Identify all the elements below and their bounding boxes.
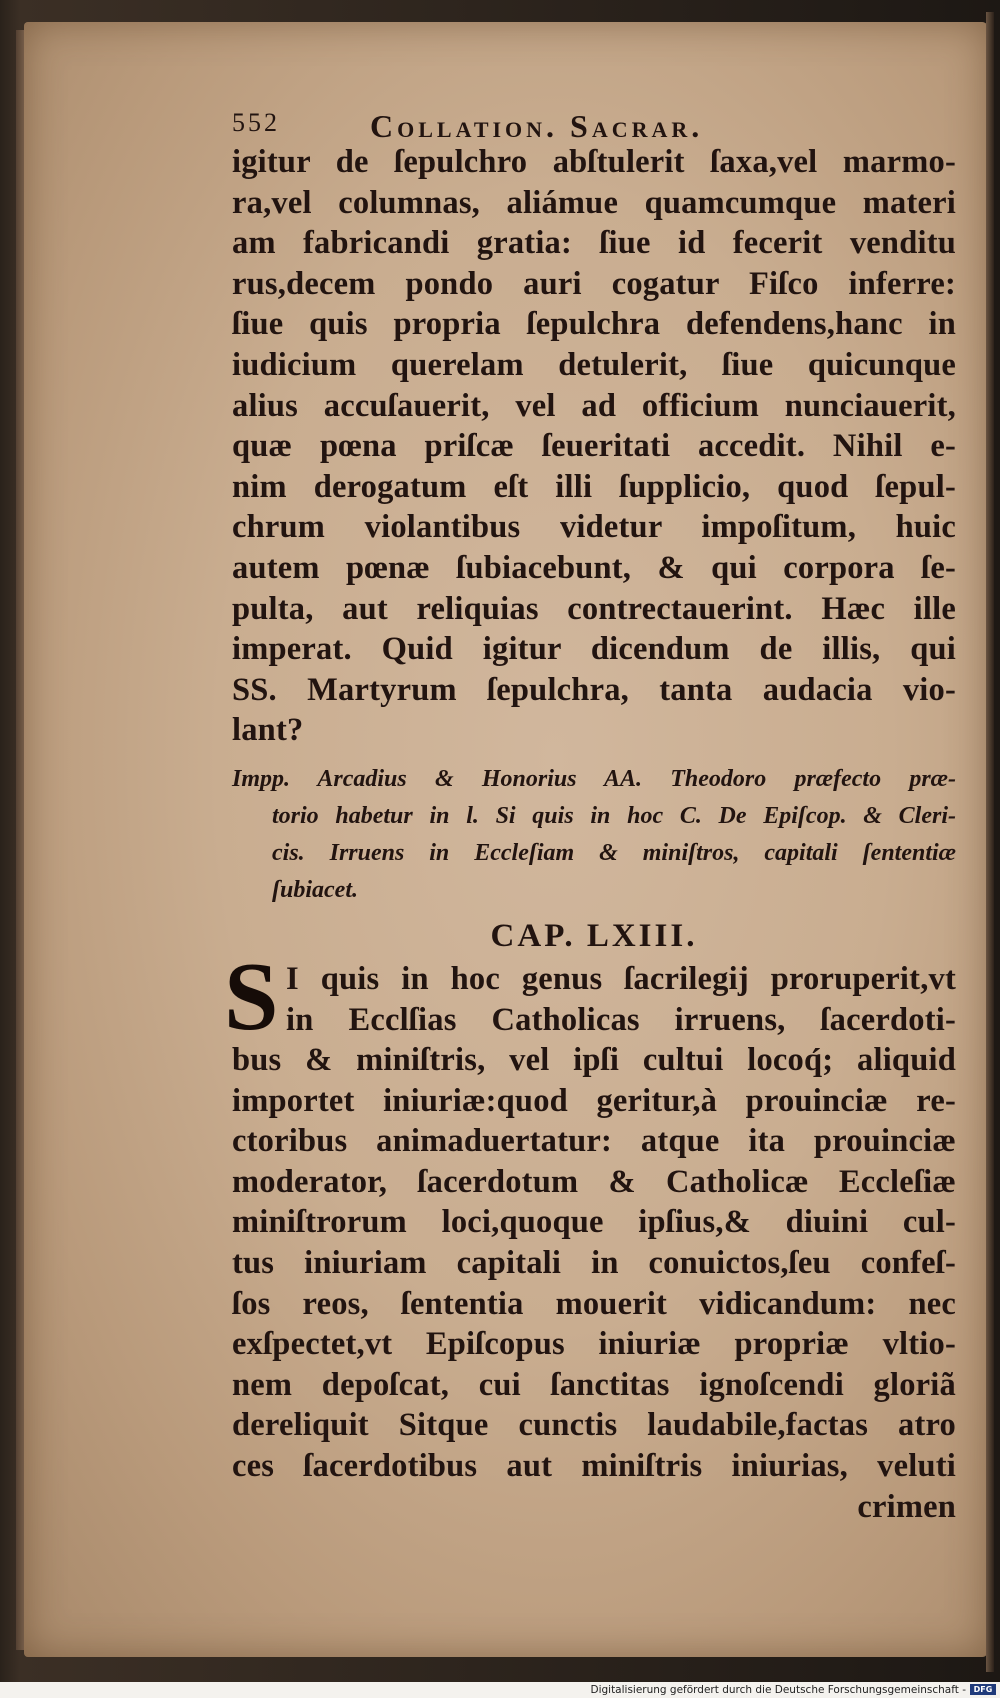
chapter-heading: CAP. LXIII. (490, 917, 698, 954)
chapter-line: in Ecclſias Catholicas irruens, ſacerdoti- (286, 1001, 956, 1038)
running-title: Collation. Sacrar. (370, 108, 704, 144)
body-line: chrum violantibus videtur impoſitum, huic (232, 509, 956, 546)
catchword: crimen (857, 1488, 956, 1525)
body-line: am fabricandi gratia: ſiue id fecerit venditu (232, 225, 956, 262)
chapter-line: ſos reos, ſententia mouerit vidicandum: nec (232, 1285, 956, 1322)
chapter-text (224, 942, 956, 1527)
body-line: quæ pœna priſcæ ſeueritati accedit. Nihil e- (232, 428, 956, 465)
footer-bar (0, 1682, 1000, 1698)
page-header (232, 108, 956, 142)
note-line: torio habetur in l. Si quis in hoc C. De Epiſcop. & Cleri- (272, 802, 956, 829)
note-line: ſubiacet. (272, 876, 358, 903)
drop-cap: S (224, 942, 279, 1051)
chapter-line: nem depoſcat, cui ſanctitas ignoſcendi gloriã (232, 1366, 956, 1403)
body-line: autem pœnæ ſubiacebunt, & qui corpora ſe- (232, 549, 956, 586)
dfg-logo: DFG (970, 1684, 996, 1695)
body-line: iudicium querelam detulerit, ſiue quicunque (232, 346, 956, 383)
chapter-line: moderator, ſacerdotum & Catholicæ Eccleſiæ (232, 1163, 956, 1200)
body-line: SS. Martyrum ſepulchra, tanta audacia vio- (232, 671, 956, 708)
chapter-line: miniſtrorum loci,quoque ipſius,& diuini cul- (232, 1204, 956, 1241)
chapter-line: I quis in hoc genus ſacrilegij proruperit,vt (286, 960, 956, 997)
chapter-line: dereliquit Sitque cunctis laudabile,factas atro (232, 1407, 956, 1444)
body-line: ra,vel columnas, aliámue quamcumque materi (232, 184, 956, 221)
page-number: 552 (232, 108, 280, 137)
page-edge-right (986, 12, 994, 1672)
chapter-line: bus & miniſtris, vel ipſi cultui locoq́; aliquid (232, 1042, 956, 1079)
chapter-line: importet iniuriæ:quod geritur,à prouinciæ re- (232, 1082, 956, 1119)
body-line: alius accuſauerit, vel ad officium nunciauerit, (232, 387, 956, 424)
body-text (232, 142, 956, 751)
body-line: rus,decem pondo auri cogatur Fiſco inferre: (232, 265, 956, 302)
body-line: pulta, aut reliquias contrectauerint. Hæc ille (232, 590, 956, 627)
note-line: cis. Irruens in Eccleſiam & miniſtros, capitali ſententiæ (272, 839, 956, 866)
chapter-line: tus iniuriam capitali in conuictos,ſeu confeſ- (232, 1245, 956, 1282)
funding-credit: Digitalisierung gefördert durch die Deutsche Forschungsgemeinschaft - (590, 1684, 966, 1696)
note-line: Impp. Arcadius & Honorius AA. Theodoro præfecto præ- (232, 765, 956, 792)
body-line: lant? (232, 712, 304, 749)
body-line: imperat. Quid igitur dicendum de illis, qui (232, 631, 956, 668)
page-text (224, 108, 956, 1527)
body-line: nim derogatum eſt illi ſupplicio, quod ſepul- (232, 468, 956, 505)
chapter-line: exſpectet,vt Epiſcopus iniuriæ propriæ vltio- (232, 1326, 956, 1363)
chapter-line: ctoribus animaduertatur: atque ita prouinciæ (232, 1123, 956, 1160)
chapter-line: ces ſacerdotibus aut miniſtris iniurias, veluti (232, 1448, 956, 1485)
marginal-note (232, 761, 956, 909)
body-line: igitur de ſepulchro abſtulerit ſaxa,vel marmo- (232, 144, 956, 180)
body-line: ſiue quis propria ſepulchra defendens,hanc in (232, 306, 956, 343)
